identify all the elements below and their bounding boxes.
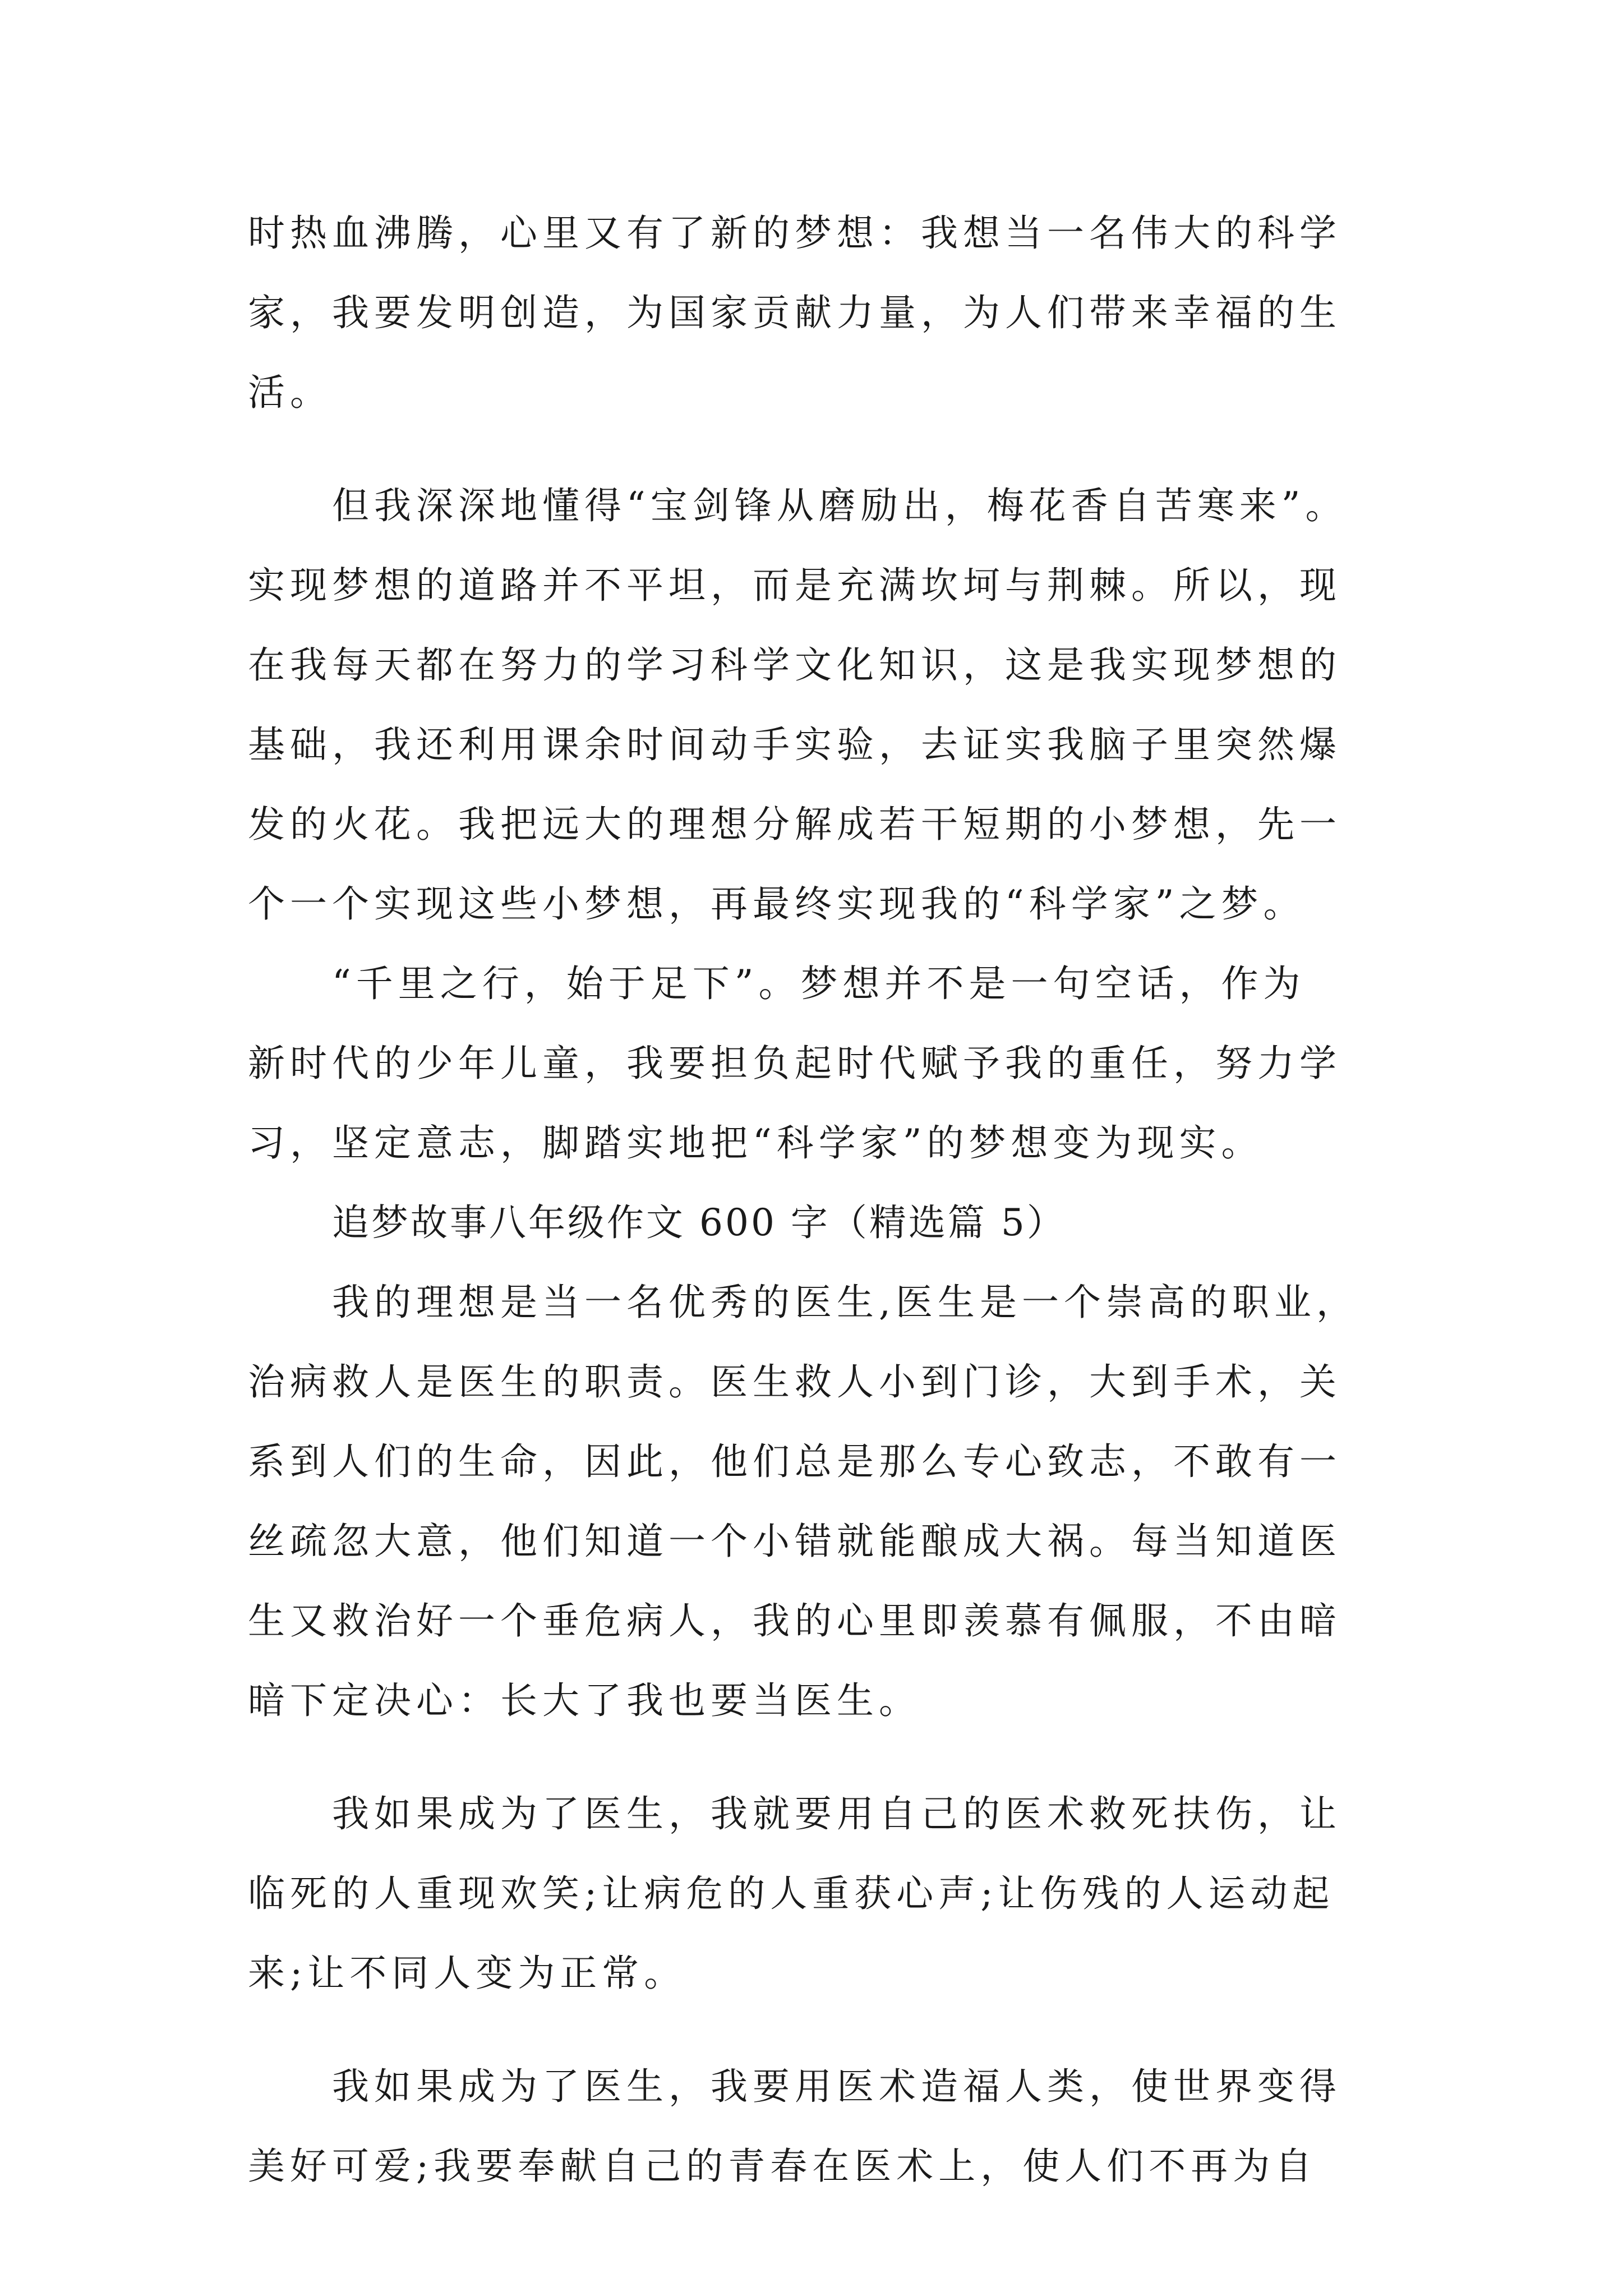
paragraph-gap (248, 2013, 1398, 2047)
text-line: 家，我要发明创造，为国家贡献力量，为人们带来幸福的生 (248, 291, 1341, 334)
paragraph-5 (248, 1774, 1398, 2013)
text-line: 我的理想是当一名优秀的医生,医生是一个崇高的职业， (332, 1281, 1358, 1324)
document-body (248, 194, 1398, 2206)
paragraph-continuation (248, 194, 1398, 432)
paragraph-gap (248, 1741, 1398, 1774)
text-line: 个一个实现这些小梦想，再最终实现我的“科学家”之梦。 (248, 882, 1306, 926)
text-line: “千里之行，始于足下”。梦想并不是一句空话，作为 (332, 962, 1306, 1005)
heading-text: 追梦故事八年级作文 600 字（精选篇 5） (332, 1201, 1066, 1244)
text-line: 美好可爱;我要奉献自己的青春在医术上，使人们不再为自 (248, 2145, 1317, 2188)
text-line: 系到人们的生命，因此，他们总是那么专心致志，不敢有一 (248, 1440, 1341, 1483)
text-line: 但我深深地懂得“宝剑锋从磨励出，梅花香自苦寒来”。 (332, 484, 1348, 527)
section-heading (248, 1183, 1398, 1263)
paragraph-3 (248, 944, 1398, 1183)
text-line: 时热血沸腾，心里又有了新的梦想：我想当一名伟大的科学 (248, 211, 1341, 255)
text-line: 发的火花。我把远大的理想分解成若干短期的小梦想，先一 (248, 803, 1341, 846)
text-line: 基础，我还利用课余时间动手实验，去证实我脑子里突然爆 (248, 723, 1341, 766)
paragraph-6 (248, 2047, 1398, 2206)
text-line: 来;让不同人变为正常。 (248, 1952, 686, 1995)
text-line: 在我每天都在努力的学习科学文化知识，这是我实现梦想的 (248, 643, 1341, 687)
text-line: 生又救治好一个垂危病人，我的心里即羡慕有佩服，不由暗 (248, 1599, 1341, 1642)
paragraph-4 (248, 1263, 1398, 1741)
text-line: 暗下定决心：长大了我也要当医生。 (248, 1679, 921, 1722)
text-line: 我如果成为了医生，我就要用自己的医术救死扶伤，让 (332, 1792, 1341, 1835)
paragraph-gap (248, 432, 1398, 466)
text-line: 我如果成为了医生，我要用医术造福人类，使世界变得 (332, 2065, 1341, 2108)
text-line: 新时代的少年儿童，我要担负起时代赋予我的重任，努力学 (248, 1042, 1341, 1085)
text-line: 丝疏忽大意，他们知道一个小错就能酿成大祸。每当知道医 (248, 1520, 1341, 1563)
text-line: 临死的人重现欢笑;让病危的人重获心声;让伤残的人运动起 (248, 1872, 1335, 1915)
text-line: 实现梦想的道路并不平坦，而是充满坎坷与荆棘。所以，现 (248, 564, 1341, 607)
text-line: 活。 (248, 371, 332, 414)
text-line: 习，坚定意志，脚踏实地把“科学家”的梦想变为现实。 (248, 1121, 1264, 1165)
paragraph-2 (248, 466, 1398, 944)
text-line: 治病救人是医生的职责。医生救人小到门诊，大到手术，关 (248, 1360, 1341, 1404)
